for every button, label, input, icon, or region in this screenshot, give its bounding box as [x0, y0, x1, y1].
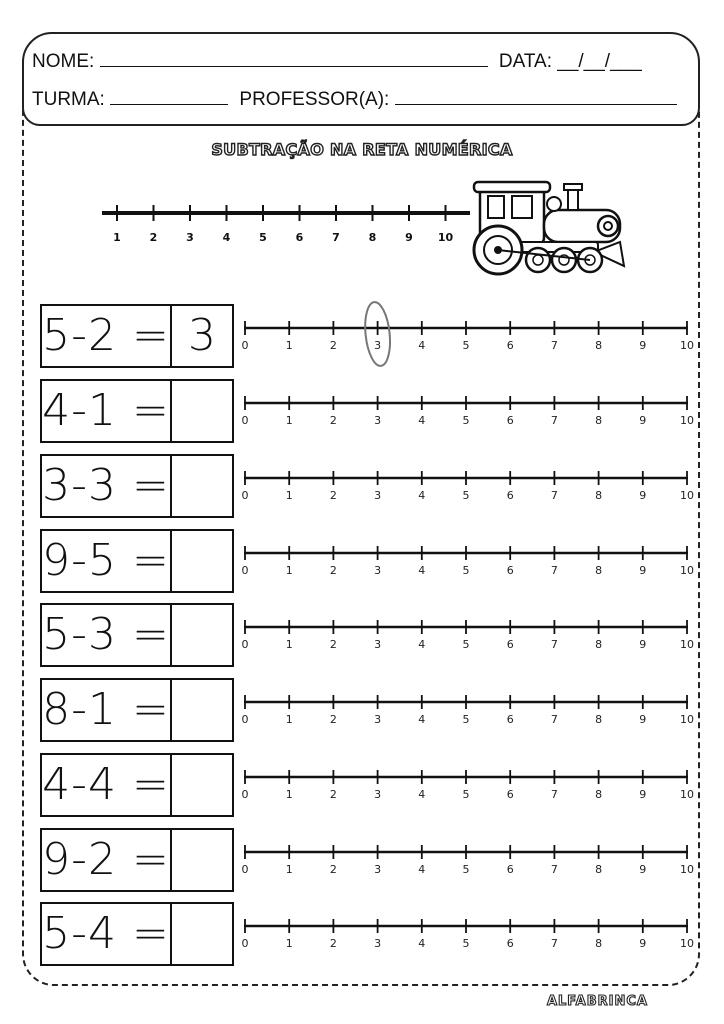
number-line-tick-label: 1	[285, 713, 293, 726]
example-tick-label: 8	[368, 231, 377, 244]
number-line-tick-label: 2	[329, 937, 337, 950]
equation-box: 4-1 =	[40, 379, 172, 443]
number-line-tick-label: 1	[285, 414, 293, 427]
example-tick-label: 3	[186, 231, 194, 244]
number-line-tick-label: 5	[462, 713, 470, 726]
equation-box: 9-2 =	[40, 828, 172, 892]
number-line-tick-label: 0	[241, 863, 249, 876]
number-line-tick-label: 1	[285, 788, 293, 801]
number-line-tick-label: 8	[595, 863, 603, 876]
number-line-tick-label: 7	[550, 489, 558, 502]
number-line-tick-label: 8	[595, 713, 603, 726]
number-line-tick-label: 1	[285, 638, 293, 651]
number-line-tick-label: 0	[241, 414, 249, 427]
answer-box[interactable]	[172, 753, 234, 817]
number-line-tick-label: 10	[680, 788, 694, 801]
number-line-tick-label: 4	[418, 564, 426, 577]
number-line-tick-label: 6	[506, 937, 514, 950]
answer-box[interactable]	[172, 454, 234, 518]
answer-box[interactable]	[172, 529, 234, 593]
example-tick-label: 2	[149, 231, 158, 244]
number-line	[236, 902, 696, 972]
number-line-tick-label: 8	[595, 937, 603, 950]
number-line-tick-label: 0	[241, 638, 249, 651]
number-line-tick-label: 1	[285, 489, 293, 502]
number-line-tick-label: 5	[462, 489, 470, 502]
example-tick-label: 7	[332, 231, 340, 244]
equation-box: 8-1 =	[40, 678, 172, 742]
answer-box[interactable]	[172, 902, 234, 966]
number-line-tick-label: 9	[639, 638, 647, 651]
name-label: NOME:	[32, 51, 95, 72]
train-icon	[468, 180, 648, 280]
class-label: TURMA:	[32, 89, 105, 110]
number-line-tick-label: 5	[462, 414, 470, 427]
number-line-tick-label: 2	[329, 489, 337, 502]
number-line-tick-label: 1	[285, 339, 293, 352]
date-label: DATA:	[498, 51, 552, 72]
number-line-tick-label: 3	[374, 489, 382, 502]
number-line-tick-label: 9	[639, 863, 647, 876]
number-line-tick-label: 5	[462, 788, 470, 801]
number-line-tick-label: 9	[639, 564, 647, 577]
number-line-tick-label: 8	[595, 339, 603, 352]
number-line-tick-label: 0	[241, 339, 249, 352]
number-line	[236, 678, 696, 748]
number-line-tick-label: 4	[418, 489, 426, 502]
number-line-tick-label: 7	[550, 638, 558, 651]
number-line-tick-label: 5	[462, 863, 470, 876]
number-line-tick-label: 2	[329, 414, 337, 427]
number-line-tick-label: 3	[374, 564, 382, 577]
equation-box: 3-3 =	[40, 454, 172, 518]
brand-logo: ALFABRINCA	[546, 994, 648, 1009]
number-line-tick-label: 4	[418, 339, 426, 352]
number-line-tick-label: 6	[506, 713, 514, 726]
answer-box[interactable]	[172, 379, 234, 443]
number-line-tick-label: 0	[241, 788, 249, 801]
answer-box[interactable]	[172, 678, 234, 742]
number-line-tick-label: 10	[680, 638, 694, 651]
number-line-tick-label: 3	[374, 713, 382, 726]
number-line	[236, 304, 696, 374]
example-tick-label: 9	[405, 231, 413, 244]
number-line-tick-label: 8	[595, 414, 603, 427]
number-line	[236, 379, 696, 449]
number-line-tick-label: 10	[680, 863, 694, 876]
number-line	[236, 454, 696, 524]
number-line-tick-label: 5	[462, 339, 470, 352]
number-line-tick-label: 5	[462, 564, 470, 577]
number-line-tick-label: 6	[506, 489, 514, 502]
number-line-tick-label: 6	[506, 339, 514, 352]
number-line-tick-label: 4	[418, 638, 426, 651]
number-line-tick-label: 7	[550, 937, 558, 950]
number-line-tick-label: 2	[329, 339, 337, 352]
worksheet-title: SUBTRAÇÃO NA RETA NUMÉRICA	[211, 140, 513, 159]
number-line-tick-label: 6	[506, 863, 514, 876]
number-line-tick-label: 9	[639, 937, 647, 950]
date-field[interactable]: __/__/___	[557, 51, 642, 72]
number-line-tick-label: 2	[329, 638, 337, 651]
number-line-tick-label: 10	[680, 564, 694, 577]
number-line-tick-label: 2	[329, 788, 337, 801]
number-line-tick-label: 6	[506, 788, 514, 801]
number-line-tick-label: 1	[285, 937, 293, 950]
number-line-tick-label: 7	[550, 414, 558, 427]
number-line-tick-label: 10	[680, 937, 694, 950]
number-line-tick-label: 4	[418, 937, 426, 950]
number-line-tick-label: 7	[550, 863, 558, 876]
number-line-tick-label: 0	[241, 489, 249, 502]
answer-box[interactable]	[172, 828, 234, 892]
example-tick-label: 6	[295, 231, 304, 244]
number-line-tick-label: 4	[418, 788, 426, 801]
number-line-tick-label: 7	[550, 564, 558, 577]
number-line-tick-label: 10	[680, 414, 694, 427]
equation-box: 5-3 =	[40, 603, 172, 667]
example-tick-label: 1	[113, 231, 121, 244]
teacher-label: PROFESSOR(A):	[239, 89, 390, 110]
equation-box: 5-2 =	[40, 304, 172, 368]
number-line	[236, 603, 696, 673]
equation-box: 5-4 =	[40, 902, 172, 966]
number-line-tick-label: 9	[639, 489, 647, 502]
number-line-tick-label: 3	[374, 339, 382, 352]
number-line-tick-label: 3	[374, 638, 382, 651]
number-line-tick-label: 2	[329, 564, 337, 577]
number-line-tick-label: 5	[462, 638, 470, 651]
number-line-tick-label: 3	[374, 788, 382, 801]
equation-box: 9-5 =	[40, 529, 172, 593]
number-line-tick-label: 10	[680, 339, 694, 352]
example-tick-label: 10	[437, 231, 454, 244]
example-tick-label: 4	[222, 231, 231, 244]
number-line-tick-label: 8	[595, 489, 603, 502]
number-line-tick-label: 6	[506, 564, 514, 577]
number-line-tick-label: 9	[639, 788, 647, 801]
number-line-tick-label: 5	[462, 937, 470, 950]
number-line-tick-label: 7	[550, 788, 558, 801]
number-line-tick-label: 4	[418, 713, 426, 726]
answer-box[interactable]	[172, 603, 234, 667]
number-line-tick-label: 9	[639, 339, 647, 352]
number-line-tick-label: 3	[374, 937, 382, 950]
number-line-tick-label: 10	[680, 713, 694, 726]
number-line-tick-label: 3	[374, 863, 382, 876]
number-line-tick-label: 4	[418, 414, 426, 427]
number-line-tick-label: 4	[418, 863, 426, 876]
equation-box: 4-4 =	[40, 753, 172, 817]
example-tick-label: 5	[259, 231, 267, 244]
number-line-tick-label: 1	[285, 564, 293, 577]
number-line-tick-label: 6	[506, 414, 514, 427]
number-line	[236, 828, 696, 898]
number-line-tick-label: 9	[639, 414, 647, 427]
number-line-tick-label: 2	[329, 713, 337, 726]
number-line-tick-label: 1	[285, 863, 293, 876]
number-line-tick-label: 3	[374, 414, 382, 427]
answer-box[interactable]: 3	[172, 304, 234, 368]
number-line	[236, 529, 696, 599]
number-line	[236, 753, 696, 823]
number-line-tick-label: 6	[506, 638, 514, 651]
number-line-tick-label: 7	[550, 713, 558, 726]
number-line-tick-label: 8	[595, 564, 603, 577]
number-line-tick-label: 10	[680, 489, 694, 502]
number-line-tick-label: 9	[639, 713, 647, 726]
number-line-tick-label: 2	[329, 863, 337, 876]
number-line-tick-label: 7	[550, 339, 558, 352]
number-line-tick-label: 8	[595, 788, 603, 801]
number-line-tick-label: 8	[595, 638, 603, 651]
number-line-tick-label: 0	[241, 564, 249, 577]
number-line-tick-label: 0	[241, 713, 249, 726]
number-line-tick-label: 0	[241, 937, 249, 950]
